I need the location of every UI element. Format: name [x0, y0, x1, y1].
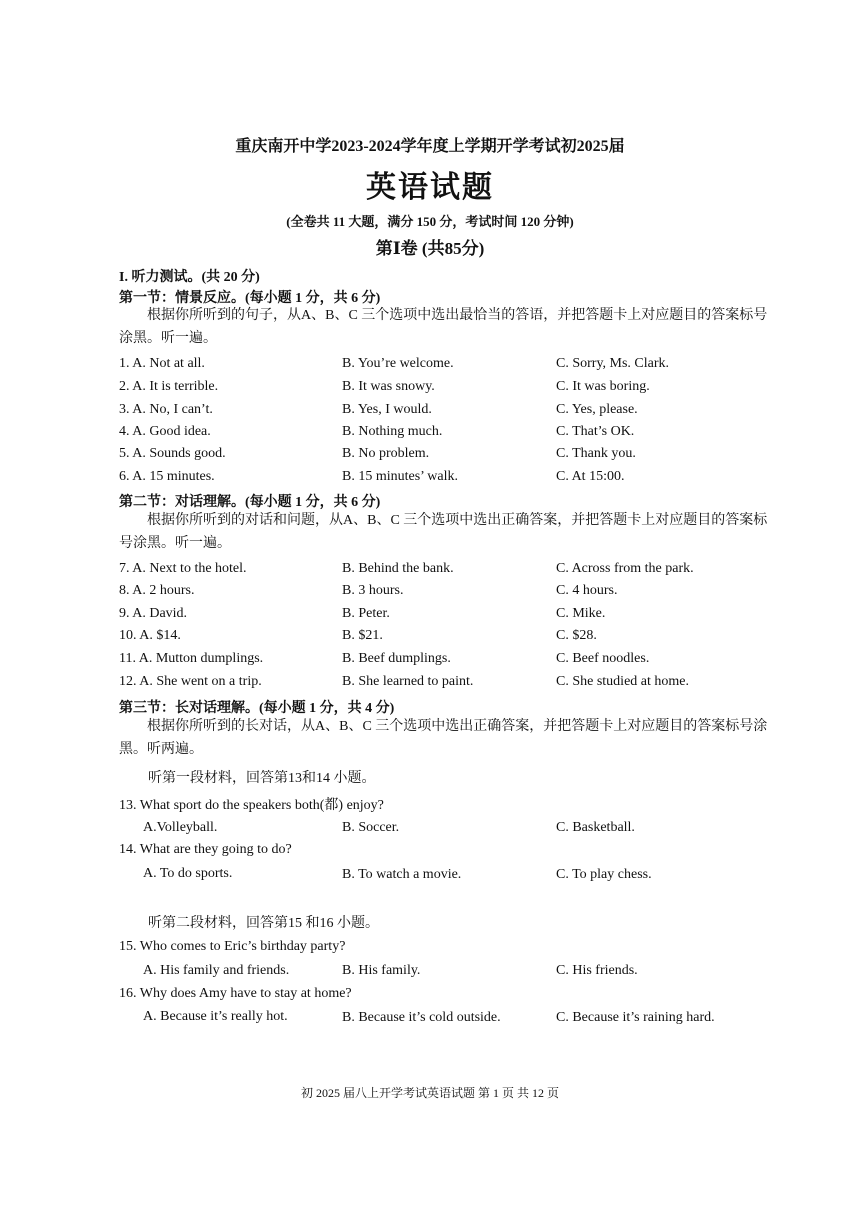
part-title: 第Ⅰ卷 (共85分) [375, 239, 485, 258]
q2-option-c: C. It was boring. [556, 379, 650, 394]
q12-option-c: C. She studied at home. [556, 674, 689, 689]
q16-option-c: C. Because it’s raining hard. [556, 1010, 715, 1025]
q12-option-b: B. She learned to paint. [342, 674, 474, 689]
q15-option-c: C. His friends. [556, 963, 638, 978]
school-title: 重庆南开中学2023-2024学年度上学期开学考试初2025届 [235, 138, 625, 155]
q16-question: 16. Why does Amy have to stay at home? [119, 986, 352, 1001]
q8-option-a: 8. A. 2 hours. [119, 583, 195, 598]
q8-option-b: B. 3 hours. [342, 583, 404, 598]
q5-option-a: 5. A. Sounds good. [119, 446, 226, 461]
q10-option-c: C. $28. [556, 628, 597, 643]
part1-title: 第一节：情景反应。(每小题 1 分，共 6 分) [119, 291, 381, 306]
q9-option-b: B. Peter. [342, 606, 390, 621]
q10-option-b: B. $21. [342, 628, 383, 643]
q15-option-b: B. His family. [342, 963, 421, 978]
q13-option-c: C. Basketball. [556, 820, 635, 835]
q11-option-c: C. Beef noodles. [556, 651, 650, 666]
q1-option-b: B. You’re welcome. [342, 356, 454, 371]
q15-option-a: A. His family and friends. [143, 963, 290, 978]
material2-instruction: 听第二段材料，回答第15 和16 小题。 [148, 916, 379, 931]
q9-option-a: 9. A. David. [119, 606, 188, 621]
part3-title: 第三节：长对话理解。(每小题 1 分，共 4 分) [119, 701, 395, 716]
q14-option-c: C. To play chess. [556, 867, 652, 882]
q14-question: 14. What are they going to do? [119, 842, 292, 857]
q3-option-b: B. Yes, I would. [342, 402, 432, 417]
q1-option-a: 1. A. Not at all. [119, 356, 205, 371]
material1-instruction: 听第一段材料，回答第13和14 小题。 [148, 771, 376, 786]
q2-option-a: 2. A. It is terrible. [119, 379, 219, 394]
q12-option-a: 12. A. She went on a trip. [119, 674, 262, 689]
q6-option-a: 6. A. 15 minutes. [119, 469, 215, 484]
part2-title: 第二节：对话理解。(每小题 1 分，共 6 分) [119, 495, 381, 510]
q14-option-b: B. To watch a movie. [342, 867, 462, 882]
q5-option-b: B. No problem. [342, 446, 430, 461]
q13-option-a: A.Volleyball. [143, 820, 218, 835]
q6-option-b: B. 15 minutes’ walk. [342, 469, 459, 484]
q1-option-c: C. Sorry, Ms. Clark. [556, 356, 670, 371]
q16-option-a: A. Because it’s really hot. [143, 1009, 288, 1024]
q10-option-a: 10. A. $14. [119, 628, 181, 643]
q7-option-c: C. Across from the park. [556, 561, 694, 576]
q2-option-b: B. It was snowy. [342, 379, 435, 394]
q4-option-b: B. Nothing much. [342, 424, 443, 439]
q7-option-a: 7. A. Next to the hotel. [119, 561, 247, 576]
q5-option-c: C. Thank you. [556, 446, 636, 461]
part1-instruction: 根据你所听到的句子，从A、B、C 三个选项中选出最恰当的答语，并把答题卡上对应题目的答案标号涂黑。听一遍。 [119, 308, 768, 346]
q15-question: 15. Who comes to Eric’s birthday party? [119, 939, 346, 954]
q16-option-b: B. Because it’s cold outside. [342, 1010, 501, 1025]
subject-title: 英语试题 [366, 171, 494, 204]
exam-note: (全卷共 11 大题，满分 150 分，考试时间 120 分钟) [286, 214, 574, 229]
q13-option-b: B. Soccer. [342, 820, 400, 835]
q13-question: 13. What sport do the speakers both(都) enjoy? [119, 798, 384, 813]
q14-option-a: A. To do sports. [143, 866, 233, 881]
q11-option-b: B. Beef dumplings. [342, 651, 451, 666]
q11-option-a: 11. A. Mutton dumplings. [119, 651, 264, 666]
section-heading: I. 听力测试。(共 20 分) [119, 270, 260, 285]
part3-instruction: 根据你所听到的长对话，从A、B、C 三个选项中选出正确答案，并把答题卡上对应题目的答案标号涂黑。听两遍。 [119, 719, 768, 757]
q7-option-b: B. Behind the bank. [342, 561, 454, 576]
q3-option-c: C. Yes, please. [556, 402, 638, 417]
q4-option-a: 4. A. Good idea. [119, 424, 211, 439]
page-footer: 初 2025 届八上开学考试英语试题 第 1 页 共 12 页 [300, 1086, 559, 1100]
q8-option-c: C. 4 hours. [556, 583, 618, 598]
q9-option-c: C. Mike. [556, 606, 606, 621]
q4-option-c: C. That’s OK. [556, 424, 635, 439]
q6-option-c: C. At 15:00. [556, 469, 625, 484]
part2-instruction: 根据你所听到的对话和问题，从A、B、C 三个选项中选出正确答案，并把答题卡上对应题目的答案标号涂黑。听一遍。 [119, 513, 768, 551]
q3-option-a: 3. A. No, I can’t. [119, 402, 213, 417]
